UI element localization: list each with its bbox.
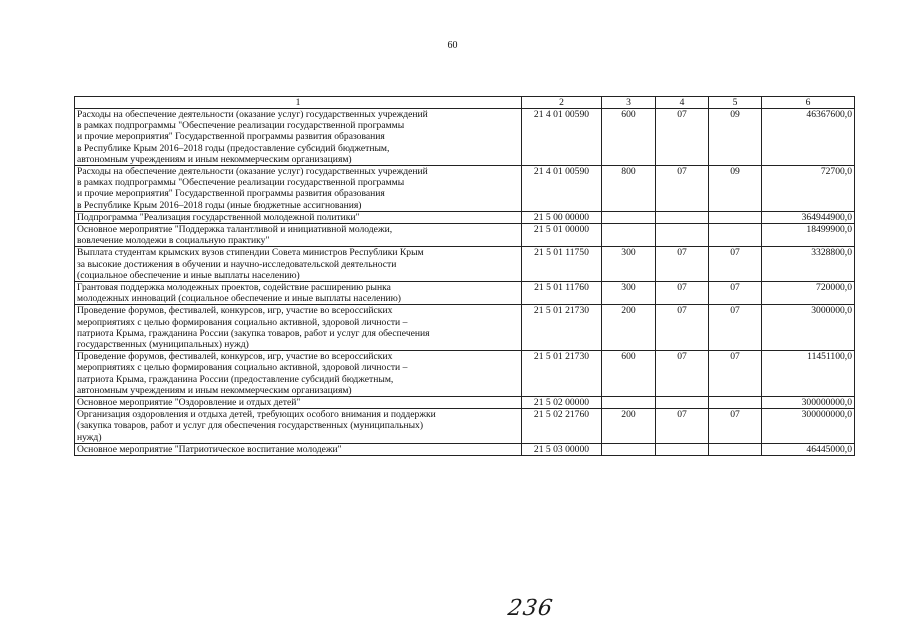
row-description: Основное мероприятие "Патриотическое воспитание молодежи"	[75, 443, 522, 455]
table-row	[75, 409, 855, 444]
row-section: 07	[656, 282, 709, 305]
row-target-code: 21 5 01 21730	[522, 305, 602, 351]
table-row	[75, 247, 855, 282]
row-description: Выплата студентам крымских вузов стипендии Совета министров Республики Крым за высокие достижения в обучении и научно-исследовательской деятельности (социальное обеспечение и иные выплаты населению)	[75, 247, 522, 282]
table-row	[75, 282, 855, 305]
row-section: 07	[656, 409, 709, 444]
row-subsection: 07	[709, 282, 762, 305]
budget-table	[74, 96, 855, 456]
row-description: Проведение форумов, фестивалей, конкурсов, игр, участие во всероссийских мероприятиях с целью формирования социально активной, здоровой личности – патриота Крыма, гражданина России (предоставление субсидий бюджетным, автономным учреждениям и иным некоммерческим организациям)	[75, 351, 522, 397]
row-subsection: 07	[709, 247, 762, 282]
row-target-code: 21 5 01 11750	[522, 247, 602, 282]
header-col-3: 3	[602, 97, 656, 109]
header-col-6: 6	[762, 97, 855, 109]
row-subsection: 09	[709, 109, 762, 166]
row-section	[656, 224, 709, 247]
row-section: 07	[656, 109, 709, 166]
row-description: Основное мероприятие "Поддержка талантливой и инициативной молодежи, вовлечение молодежи в социальную практику"	[75, 224, 522, 247]
row-target-code: 21 4 01 00590	[522, 109, 602, 166]
row-expense-type	[602, 211, 656, 223]
header-col-1: 1	[75, 97, 522, 109]
row-subsection	[709, 443, 762, 455]
row-expense-type: 200	[602, 305, 656, 351]
row-expense-type	[602, 224, 656, 247]
row-expense-type: 600	[602, 351, 656, 397]
row-target-code: 21 4 01 00590	[522, 166, 602, 212]
row-expense-type: 200	[602, 409, 656, 444]
table-body	[75, 109, 855, 456]
table-row	[75, 166, 855, 212]
row-subsection: 07	[709, 409, 762, 444]
row-expense-type: 300	[602, 282, 656, 305]
row-section	[656, 211, 709, 223]
table-row	[75, 211, 855, 223]
row-section: 07	[656, 247, 709, 282]
row-target-code: 21 5 01 00000	[522, 224, 602, 247]
row-expense-type: 600	[602, 109, 656, 166]
row-amount: 300000000,0	[762, 397, 855, 409]
row-subsection	[709, 211, 762, 223]
row-amount: 46445000,0	[762, 443, 855, 455]
row-expense-type: 800	[602, 166, 656, 212]
table-row	[75, 397, 855, 409]
row-amount: 11451100,0	[762, 351, 855, 397]
row-target-code: 21 5 00 00000	[522, 211, 602, 223]
row-amount: 364944900,0	[762, 211, 855, 223]
row-expense-type	[602, 443, 656, 455]
row-subsection: 09	[709, 166, 762, 212]
row-target-code: 21 5 01 21730	[522, 351, 602, 397]
row-expense-type: 300	[602, 247, 656, 282]
row-description: Подпрограмма "Реализация государственной молодежной политики"	[75, 211, 522, 223]
page-number: 60	[447, 40, 458, 51]
row-description: Организация оздоровления и отдыха детей, требующих особого внимания и поддержки (закупка товаров, работ и услуг для обеспечения государственных (муниципальных) нужд)	[75, 409, 522, 444]
row-amount: 3000000,0	[762, 305, 855, 351]
row-description: Проведение форумов, фестивалей, конкурсов, игр, участие во всероссийских мероприятиях с целью формирования социально активной, здоровой личности – патриота Крыма, гражданина России (закупка товаров, работ и услуг для обеспечения государственных (муниципальных) нужд)	[75, 305, 522, 351]
row-section	[656, 397, 709, 409]
row-amount: 46367600,0	[762, 109, 855, 166]
row-description: Расходы на обеспечение деятельности (оказание услуг) государственных учреждений в рамках подпрограммы "Обеспечение реализации государственной программы и прочие мероприятия" Государственной программы развития образования в Республике Крым 2016–2018 годы (предоставление субсидий бюджетным, автономным учреждениям и иным некоммерческим организациям)	[75, 109, 522, 166]
row-subsection: 07	[709, 305, 762, 351]
row-amount: 18499900,0	[762, 224, 855, 247]
header-col-4: 4	[656, 97, 709, 109]
handwritten-signature: 236	[506, 596, 555, 621]
table-row	[75, 351, 855, 397]
header-row	[75, 97, 855, 109]
row-target-code: 21 5 02 00000	[522, 397, 602, 409]
row-amount: 3328800,0	[762, 247, 855, 282]
row-section	[656, 443, 709, 455]
table-row	[75, 443, 855, 455]
row-subsection	[709, 224, 762, 247]
row-amount: 720000,0	[762, 282, 855, 305]
row-subsection: 07	[709, 351, 762, 397]
row-description: Расходы на обеспечение деятельности (оказание услуг) государственных учреждений в рамках подпрограммы "Обеспечение реализации государственной программы и прочие мероприятия" Государственной программы развития образования в Республике Крым 2016–2018 годы (иные бюджетные ассигнования)	[75, 166, 522, 212]
row-target-code: 21 5 01 11760	[522, 282, 602, 305]
row-description: Грантовая поддержка молодежных проектов, содействие расширению рынка молодежных инноваций (социальное обеспечение и иные выплаты населению)	[75, 282, 522, 305]
row-section: 07	[656, 166, 709, 212]
row-amount: 300000000,0	[762, 409, 855, 444]
row-section: 07	[656, 351, 709, 397]
row-target-code: 21 5 02 21760	[522, 409, 602, 444]
row-amount: 72700,0	[762, 166, 855, 212]
header-col-2: 2	[522, 97, 602, 109]
table-row	[75, 305, 855, 351]
row-target-code: 21 5 03 00000	[522, 443, 602, 455]
row-expense-type	[602, 397, 656, 409]
row-description: Основное мероприятие "Оздоровление и отдых детей"	[75, 397, 522, 409]
table-row	[75, 109, 855, 166]
row-section: 07	[656, 305, 709, 351]
row-subsection	[709, 397, 762, 409]
table-row	[75, 224, 855, 247]
header-col-5: 5	[709, 97, 762, 109]
